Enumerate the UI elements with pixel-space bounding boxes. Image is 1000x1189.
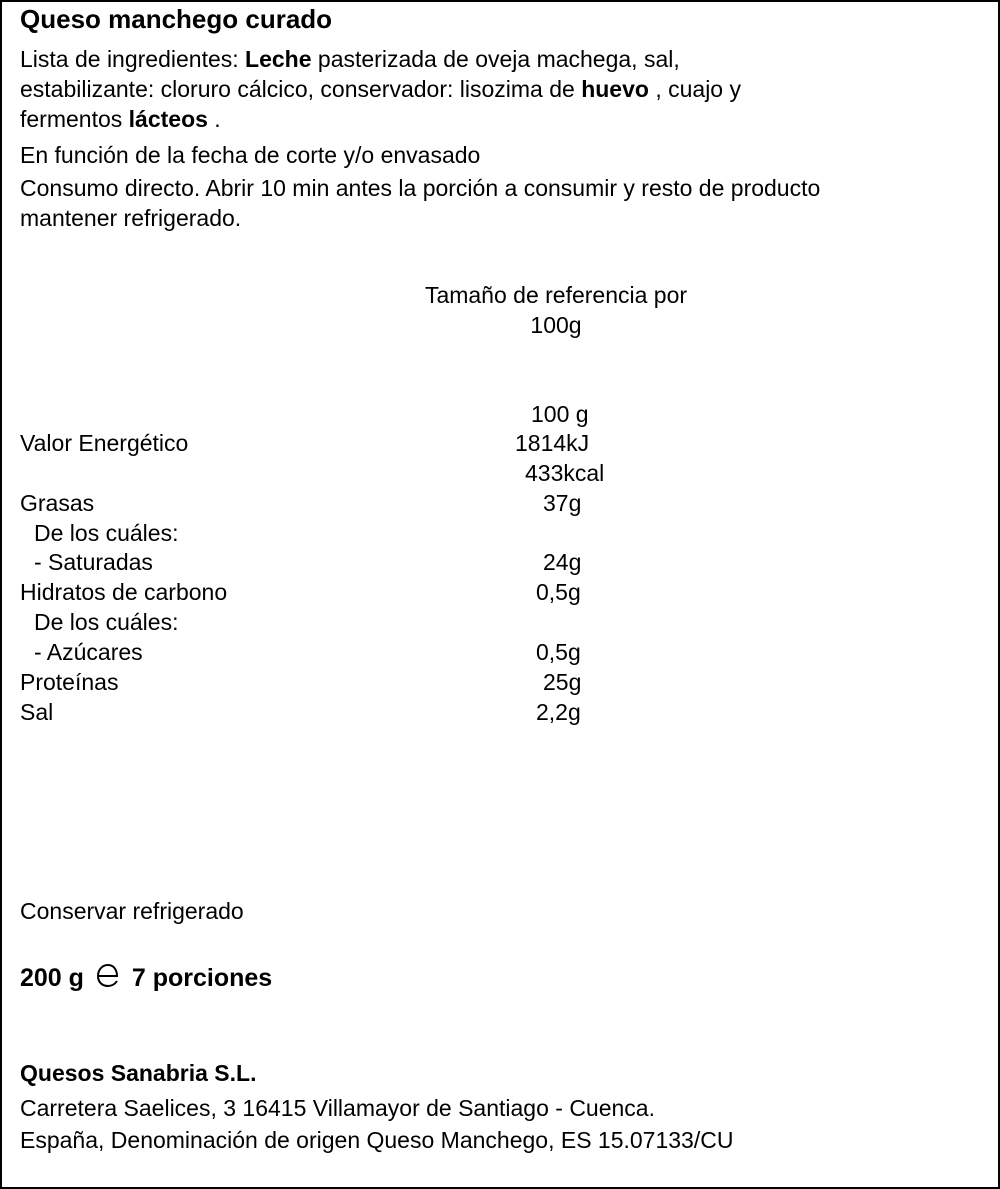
expiry-note: En función de la fecha de corte y/o envasado bbox=[20, 142, 481, 168]
nutrient-value: 24g bbox=[543, 549, 582, 575]
producer-address: Carretera Saelices, 3 16415 Villamayor de Santiago - Cuenca. bbox=[20, 1095, 655, 1121]
ingredients-text: fermentos bbox=[20, 106, 129, 132]
energy-kcal-value: 433kcal bbox=[525, 460, 605, 486]
nutrient-value: 25g bbox=[543, 669, 582, 695]
nutrition-reference: Tamaño de referencia por bbox=[424, 282, 688, 308]
ingredients-text: . bbox=[207, 106, 221, 132]
storage-instructions: Conservar refrigerado bbox=[20, 898, 244, 924]
net-quantity bbox=[20, 962, 272, 995]
product-title: Queso manchego curado bbox=[20, 4, 333, 34]
allergen-text: Leche bbox=[245, 46, 312, 72]
ingredients-text: pasterizada de oveja machega, sal, bbox=[311, 46, 680, 72]
nutrition-column-header: 100 g bbox=[531, 401, 589, 427]
nutrient-sublabel: De los cuáles: bbox=[34, 520, 179, 546]
ingredients-text: estabilizante: cloruro cálcico, conservador: lisozima de bbox=[20, 76, 582, 102]
nutrient-label: Proteínas bbox=[20, 669, 119, 695]
allergen-text: huevo bbox=[581, 76, 649, 102]
ingredients-line-3 bbox=[20, 104, 221, 134]
energy-kj-value: 1814kJ bbox=[515, 430, 590, 456]
estimated-sign-icon bbox=[94, 962, 122, 995]
nutrient-value: 2,2g bbox=[536, 699, 581, 725]
ingredients-text: , cuajo y bbox=[648, 76, 741, 102]
energy-label: Valor Energético bbox=[20, 430, 189, 456]
nutrient-sublabel: De los cuáles: bbox=[34, 609, 179, 635]
nutrient-value: 0,5g bbox=[536, 639, 581, 665]
ingredients-text: Lista de ingredientes: bbox=[20, 46, 246, 72]
usage-line-1: Consumo directo. Abrir 10 min antes la porción a consumir y resto de producto bbox=[20, 175, 821, 201]
nutrient-label: Hidratos de carbono bbox=[20, 579, 228, 605]
producer-name: Quesos Sanabria S.L. bbox=[20, 1060, 257, 1086]
allergen-text: lácteos bbox=[128, 106, 208, 132]
nutrient-label: - Azúcares bbox=[34, 639, 143, 665]
nutrient-value: 37g bbox=[543, 490, 582, 516]
net-weight: 200 g bbox=[20, 964, 84, 992]
nutrient-label: - Saturadas bbox=[34, 549, 153, 575]
usage-line-2: mantener refrigerado. bbox=[20, 205, 242, 231]
producer-origin: España, Denominación de origen Queso Manchego, ES 15.07133/CU bbox=[20, 1127, 734, 1153]
ingredients-line-1 bbox=[20, 44, 680, 74]
nutrient-label: Grasas bbox=[20, 490, 95, 516]
nutrient-value: 0,5g bbox=[536, 579, 581, 605]
nutrient-label: Sal bbox=[20, 699, 54, 725]
nutrition-reference-amount: 100g bbox=[530, 312, 582, 338]
portion-count: 7 porciones bbox=[131, 964, 273, 992]
ingredients-line-2 bbox=[20, 74, 741, 104]
